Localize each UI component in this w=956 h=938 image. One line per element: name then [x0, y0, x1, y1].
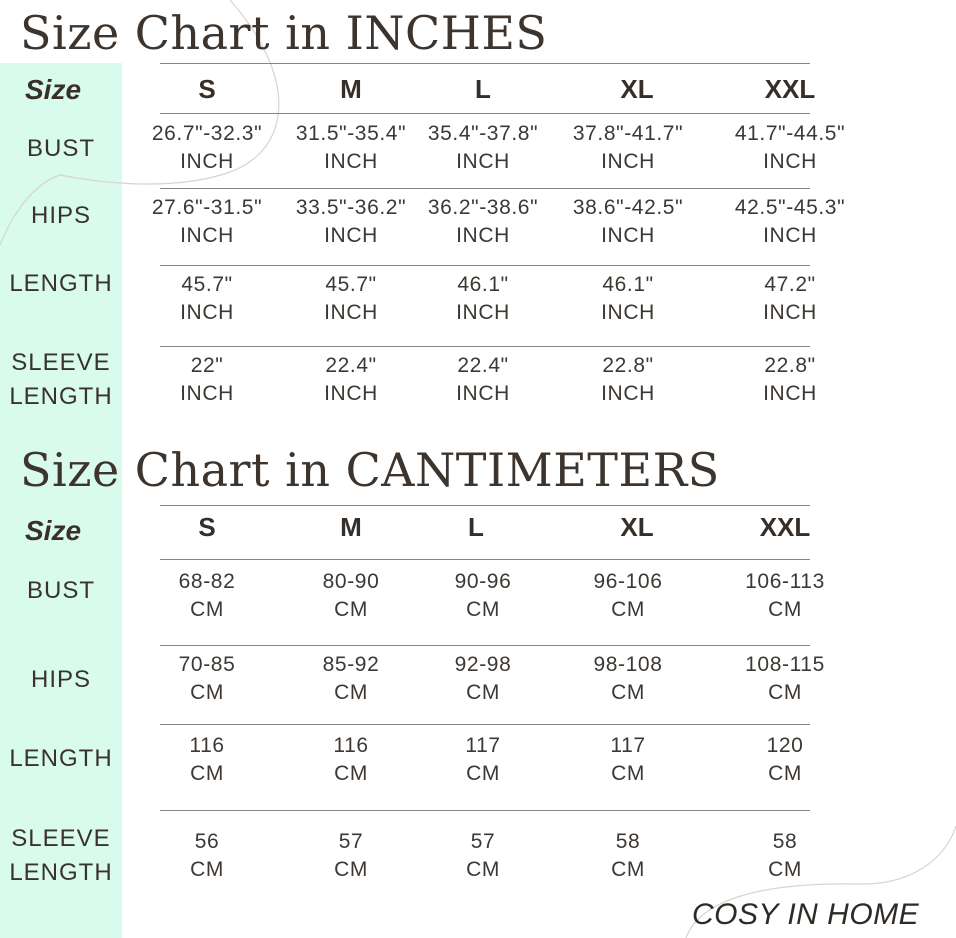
- row-label-line: SLEEVE: [11, 825, 111, 852]
- cell-unit: INCH: [456, 301, 510, 324]
- table-cell: [408, 271, 558, 327]
- cell-unit: CM: [334, 762, 368, 785]
- row-label: [0, 132, 122, 166]
- table-cell: [132, 732, 282, 788]
- cell-value: 27.6"-31.5": [151, 196, 263, 219]
- cell-unit: INCH: [180, 301, 234, 324]
- cell-value: 90-96: [454, 570, 512, 593]
- cell-unit: INCH: [601, 224, 655, 247]
- table-rule: [160, 810, 810, 811]
- table-cell: [553, 651, 703, 707]
- row-label: [0, 742, 122, 776]
- cell-unit: INCH: [763, 301, 817, 324]
- cell-value: 22.4": [457, 354, 509, 377]
- inches-chart-title: Size Chart in INCHES: [20, 6, 548, 60]
- cell-value: 36.2"-38.6": [427, 196, 539, 219]
- cell-value: 47.2": [764, 273, 816, 296]
- cell-unit: CM: [768, 762, 802, 785]
- cell-unit: CM: [190, 762, 224, 785]
- cell-value: 22.4": [325, 354, 377, 377]
- mint-accent-strip: [0, 63, 122, 938]
- cell-unit: INCH: [180, 150, 234, 173]
- table-cell: [408, 120, 558, 176]
- cell-value: 57: [338, 830, 364, 853]
- cell-value: 58: [615, 830, 641, 853]
- cell-value: 58: [772, 830, 798, 853]
- table-cell: [710, 651, 860, 707]
- table-cell: [553, 568, 703, 624]
- cell-value: 45.7": [181, 273, 233, 296]
- cell-unit: CM: [611, 762, 645, 785]
- table-rule: [160, 63, 810, 64]
- table-cell: [715, 352, 865, 408]
- table-cell: [553, 732, 703, 788]
- column-header-xl: XL: [620, 74, 654, 104]
- cell-unit: INCH: [763, 150, 817, 173]
- cm-chart-title: Size Chart in CANTIMETERS: [20, 443, 720, 497]
- table-cell: [276, 120, 426, 176]
- column-header-l: L: [468, 512, 484, 542]
- cell-unit: INCH: [324, 150, 378, 173]
- cell-unit: CM: [768, 681, 802, 704]
- table-rule: [160, 113, 810, 114]
- cell-unit: CM: [334, 681, 368, 704]
- cell-unit: INCH: [324, 301, 378, 324]
- cell-unit: CM: [768, 598, 802, 621]
- cell-unit: CM: [768, 858, 802, 881]
- cell-value: 70-85: [178, 653, 236, 676]
- table-cell: [132, 651, 282, 707]
- table-cell: [408, 651, 558, 707]
- table-cell: [132, 352, 282, 408]
- cell-value: 37.8"-41.7": [572, 122, 684, 145]
- cell-unit: CM: [190, 681, 224, 704]
- cell-value: 120: [766, 734, 804, 757]
- cell-value: 108-115: [745, 653, 825, 676]
- table-cell: [408, 194, 558, 250]
- row-label-line: SLEEVE: [11, 349, 111, 376]
- table-cell: [132, 828, 282, 884]
- table-cell: [710, 568, 860, 624]
- table-cell: [276, 352, 426, 408]
- table-cell: [132, 568, 282, 624]
- cell-value: 22.8": [764, 354, 816, 377]
- row-label-line: LENGTH: [9, 745, 113, 772]
- cell-unit: INCH: [456, 224, 510, 247]
- cell-value: 96-106: [593, 570, 663, 593]
- table-cell: [408, 732, 558, 788]
- size-header-label: Size: [25, 515, 82, 546]
- column-header-xxl: XXL: [759, 512, 811, 542]
- table-cell: [553, 352, 703, 408]
- table-cell: [553, 828, 703, 884]
- cell-value: 98-108: [593, 653, 663, 676]
- table-cell: [710, 732, 860, 788]
- table-rule: [160, 645, 810, 646]
- column-header-xl: XL: [620, 512, 654, 542]
- column-header-s: S: [198, 512, 216, 542]
- cell-value: 56: [194, 830, 220, 853]
- table-cell: [715, 194, 865, 250]
- column-header-l: L: [475, 74, 491, 104]
- cell-unit: INCH: [763, 382, 817, 405]
- cell-unit: CM: [466, 681, 500, 704]
- row-label: [0, 822, 122, 890]
- cell-value: 46.1": [457, 273, 509, 296]
- table-cell: [715, 120, 865, 176]
- cell-unit: INCH: [324, 382, 378, 405]
- table-cell: [408, 568, 558, 624]
- table-cell: [276, 194, 426, 250]
- cell-unit: INCH: [456, 150, 510, 173]
- cell-value: 116: [333, 734, 369, 757]
- table-cell: [408, 352, 558, 408]
- column-header-s: S: [198, 74, 216, 104]
- table-rule: [160, 346, 810, 347]
- column-header-m: M: [340, 74, 362, 104]
- row-label: [0, 663, 122, 697]
- table-cell: [276, 568, 426, 624]
- cell-value: 85-92: [322, 653, 380, 676]
- cell-unit: INCH: [601, 150, 655, 173]
- cell-value: 68-82: [178, 570, 236, 593]
- table-cell: [276, 732, 426, 788]
- row-label-line: HIPS: [30, 666, 91, 693]
- table-cell: [553, 271, 703, 327]
- cell-unit: CM: [334, 598, 368, 621]
- table-rule: [160, 724, 810, 725]
- cell-unit: CM: [190, 858, 224, 881]
- table-rule: [160, 265, 810, 266]
- cell-unit: CM: [190, 598, 224, 621]
- cell-unit: INCH: [601, 301, 655, 324]
- cell-value: 41.7"-44.5": [734, 122, 846, 145]
- table-cell: [715, 271, 865, 327]
- row-label-line: LENGTH: [9, 859, 113, 886]
- cell-value: 46.1": [602, 273, 654, 296]
- cell-unit: CM: [611, 598, 645, 621]
- row-label-line: HIPS: [30, 202, 91, 229]
- table-cell: [710, 828, 860, 884]
- row-label-line: BUST: [26, 135, 95, 162]
- column-header-m: M: [340, 512, 362, 542]
- row-label: [0, 574, 122, 608]
- cell-value: 31.5"-35.4": [295, 122, 407, 145]
- cell-unit: INCH: [456, 382, 510, 405]
- cell-unit: CM: [466, 762, 500, 785]
- cell-value: 80-90: [322, 570, 380, 593]
- cell-value: 57: [470, 830, 496, 853]
- cell-value: 45.7": [325, 273, 377, 296]
- cell-value: 38.6"-42.5": [572, 196, 684, 219]
- cell-unit: CM: [466, 858, 500, 881]
- cell-value: 26.7"-32.3": [151, 122, 263, 145]
- cell-value: 106-113: [745, 570, 825, 593]
- cell-unit: CM: [466, 598, 500, 621]
- table-cell: [408, 828, 558, 884]
- table-rule: [160, 188, 810, 189]
- column-header-xxl: XXL: [764, 74, 816, 104]
- table-cell: [553, 120, 703, 176]
- cell-unit: INCH: [601, 382, 655, 405]
- cell-unit: INCH: [180, 224, 234, 247]
- cell-value: 92-98: [454, 653, 512, 676]
- cell-value: 35.4"-37.8": [427, 122, 539, 145]
- cell-value: 42.5"-45.3": [734, 196, 846, 219]
- table-cell: [132, 120, 282, 176]
- table-cell: [276, 828, 426, 884]
- cell-value: 22.8": [602, 354, 654, 377]
- cell-value: 116: [189, 734, 225, 757]
- cell-unit: CM: [611, 681, 645, 704]
- cell-value: 33.5"-36.2": [295, 196, 407, 219]
- cell-unit: CM: [611, 858, 645, 881]
- table-rule: [160, 505, 810, 506]
- cell-value: 117: [610, 734, 646, 757]
- row-label: [0, 346, 122, 414]
- cell-value: 117: [465, 734, 501, 757]
- row-label-line: LENGTH: [9, 270, 113, 297]
- table-rule: [160, 559, 810, 560]
- table-cell: [132, 194, 282, 250]
- table-cell: [132, 271, 282, 327]
- cell-unit: INCH: [763, 224, 817, 247]
- table-cell: [276, 651, 426, 707]
- row-label-line: LENGTH: [9, 383, 113, 410]
- row-label: [0, 199, 122, 233]
- cell-value: 22": [190, 354, 224, 377]
- row-label: [0, 267, 122, 301]
- row-label-line: BUST: [26, 577, 95, 604]
- cell-unit: INCH: [180, 382, 234, 405]
- cell-unit: INCH: [324, 224, 378, 247]
- table-cell: [276, 271, 426, 327]
- size-header-label: Size: [25, 74, 82, 105]
- cell-unit: CM: [334, 858, 368, 881]
- table-cell: [553, 194, 703, 250]
- brand-wordmark: COSY IN HOME: [692, 898, 920, 931]
